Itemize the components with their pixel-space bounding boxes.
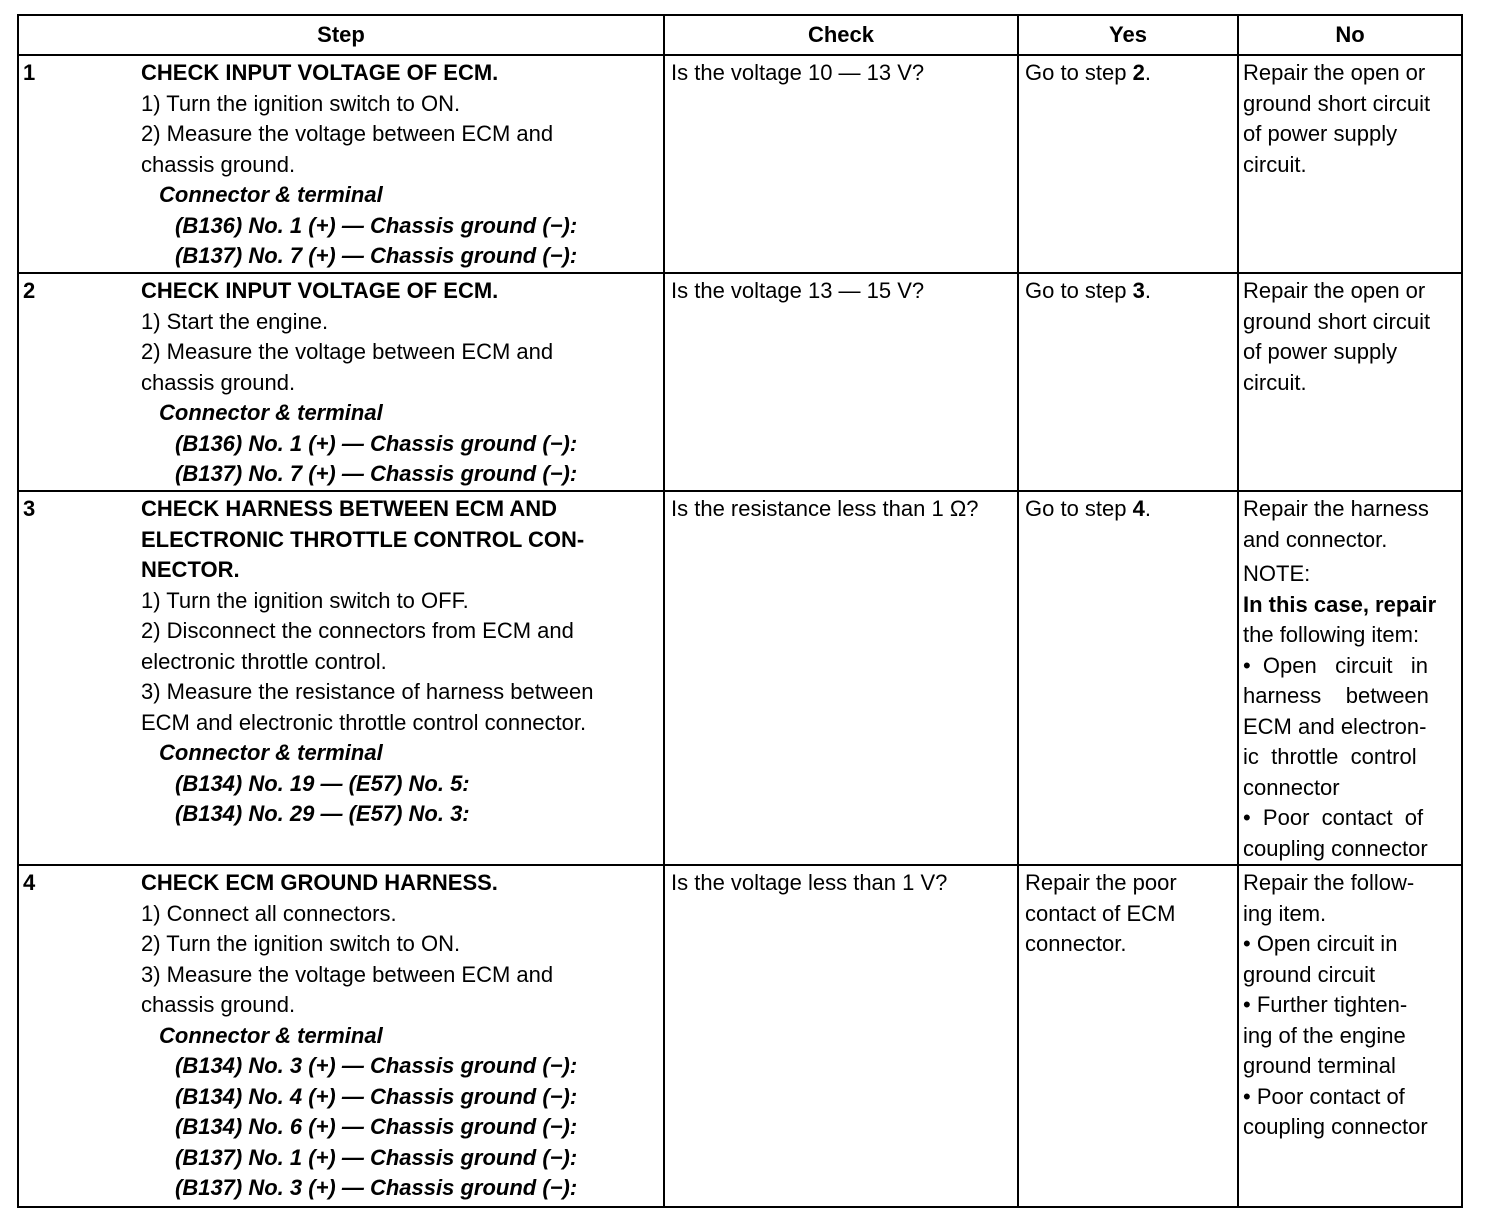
step-cell (18, 865, 664, 1207)
yes-step-number: 2 (1132, 60, 1145, 85)
yes-text (1019, 492, 1237, 525)
note-item-line: ECM and electron- (1243, 713, 1427, 739)
connector-terminal-line: (B134) No. 4 (+) — Chassis ground (−): (175, 1083, 578, 1109)
header-check: Check (664, 15, 1018, 55)
header-step: Step (18, 15, 664, 55)
instruction-line: 1) Start the engine. (141, 308, 329, 334)
note-bold-line: In this case, repair (1243, 591, 1437, 617)
check-text: Is the voltage less than 1 V? (671, 870, 948, 895)
instruction-line: 2) Disconnect the connectors from ECM and (141, 618, 574, 643)
header-row (18, 15, 1462, 55)
no-text-line: ing of the engine (1243, 1022, 1406, 1048)
step-number: 2 (23, 278, 36, 303)
no-cell (1238, 865, 1462, 1207)
no-cell (1238, 273, 1462, 491)
no-cell (1238, 55, 1462, 273)
connector-terminal-line: (B134) No. 19 — (E57) No. 5: (175, 770, 470, 796)
step-number: 3 (23, 496, 36, 521)
step-title: CHECK HARNESS BETWEEN ECM AND (141, 496, 557, 521)
note-item-line: coupling connector (1243, 835, 1428, 861)
instruction-line: 1) Turn the ignition switch to OFF. (141, 587, 469, 613)
yes-text (1019, 56, 1237, 89)
check-text: Is the resistance less than 1 Ω? (671, 496, 979, 521)
no-text-line: • Open circuit in (1243, 931, 1398, 956)
connector-terminal-heading: Connector & terminal (159, 740, 383, 765)
yes-cell (1018, 273, 1238, 491)
step-title: NECTOR. (141, 557, 240, 582)
no-text-line: ground circuit (1243, 961, 1376, 987)
step-number: 4 (23, 870, 36, 895)
table-row (18, 55, 1462, 273)
no-text-line: coupling connector (1243, 1114, 1428, 1139)
connector-terminal-heading: Connector & terminal (159, 1022, 383, 1048)
connector-terminal-heading: Connector & terminal (159, 182, 383, 207)
yes-suffix: . (1144, 278, 1151, 303)
note-item-line: harness between (1243, 683, 1429, 708)
table-row (18, 491, 1462, 865)
yes-cell (1018, 491, 1238, 865)
step-cell (18, 491, 664, 865)
no-text-line: Repair the harness (1243, 496, 1429, 521)
no-cell (1238, 491, 1462, 865)
table-row (18, 273, 1462, 491)
check-cell (664, 491, 1018, 865)
step-cell (18, 273, 664, 491)
check-cell (664, 55, 1018, 273)
yes-text-line: connector. (1025, 931, 1127, 956)
instruction-line: chassis ground. (141, 992, 296, 1017)
step-title: CHECK ECM GROUND HARNESS. (141, 870, 498, 895)
instruction-line: 3) Measure the voltage between ECM and (141, 961, 554, 987)
check-cell (664, 865, 1018, 1207)
no-text-line: ground short circuit (1243, 90, 1431, 116)
no-text-line: ing item. (1243, 900, 1327, 926)
yes-text-line: contact of ECM (1025, 900, 1176, 926)
check-text: Is the voltage 13 — 15 V? (671, 278, 925, 303)
no-text-line: Repair the open or (1243, 278, 1426, 303)
no-text-line: ground terminal (1243, 1053, 1396, 1078)
instruction-line: 3) Measure the resistance of harness between (141, 679, 594, 704)
yes-prefix: Go to step (1025, 496, 1133, 521)
header-no: No (1238, 15, 1462, 55)
diagnostic-table (17, 14, 1463, 1208)
connector-terminal-line: (B137) No. 7 (+) — Chassis ground (−): (175, 461, 578, 486)
step-cell (18, 55, 664, 273)
no-text-line: circuit. (1243, 151, 1307, 177)
check-text: Is the voltage 10 — 13 V? (671, 60, 925, 85)
yes-prefix: Go to step (1025, 278, 1133, 303)
instruction-line: chassis ground. (141, 369, 296, 395)
note-heading: NOTE: (1243, 561, 1311, 586)
instruction-line: 1) Connect all connectors. (141, 900, 397, 926)
yes-suffix: . (1144, 60, 1151, 85)
no-text-line: of power supply (1243, 339, 1398, 364)
instruction-line: chassis ground. (141, 151, 296, 177)
step-number: 1 (23, 60, 36, 85)
yes-text-line: Repair the poor (1025, 870, 1177, 895)
no-text-line: ground short circuit (1243, 308, 1431, 334)
check-cell (664, 273, 1018, 491)
step-title: ELECTRONIC THROTTLE CONTROL CON- (141, 526, 585, 552)
no-text-line: Repair the open or (1243, 60, 1426, 85)
yes-step-number: 4 (1132, 496, 1145, 521)
yes-cell (1018, 55, 1238, 273)
no-text-line: and connector. (1243, 526, 1388, 552)
instruction-line: ECM and electronic throttle control connector. (141, 709, 587, 735)
connector-terminal-line: (B134) No. 29 — (E57) No. 3: (175, 801, 470, 826)
connector-terminal-line: (B137) No. 1 (+) — Chassis ground (−): (175, 1144, 578, 1170)
instruction-line: 2) Measure the voltage between ECM and (141, 121, 554, 146)
yes-prefix: Go to step (1025, 60, 1133, 85)
note-item-line: ic throttle control (1243, 744, 1417, 769)
note-item-line: • Open circuit in (1243, 652, 1428, 678)
no-text-line: of power supply (1243, 121, 1398, 146)
no-text-line: circuit. (1243, 369, 1307, 395)
note-item-line: • Poor contact of (1243, 805, 1424, 830)
connector-terminal-line: (B134) No. 6 (+) — Chassis ground (−): (175, 1114, 578, 1139)
header-yes: Yes (1018, 15, 1238, 55)
yes-suffix: . (1144, 496, 1151, 521)
table-row (18, 865, 1462, 1207)
step-title: CHECK INPUT VOLTAGE OF ECM. (141, 60, 499, 85)
yes-cell (1018, 865, 1238, 1207)
yes-step-number: 3 (1132, 278, 1145, 303)
yes-text (1019, 274, 1237, 307)
connector-terminal-line: (B137) No. 3 (+) — Chassis ground (−): (175, 1175, 578, 1200)
step-title: CHECK INPUT VOLTAGE OF ECM. (141, 278, 499, 303)
connector-terminal-line: (B136) No. 1 (+) — Chassis ground (−): (175, 430, 578, 456)
instruction-line: 1) Turn the ignition switch to ON. (141, 90, 461, 116)
note-line: the following item: (1243, 622, 1420, 647)
instruction-line: 2) Turn the ignition switch to ON. (141, 931, 461, 956)
connector-terminal-heading: Connector & terminal (159, 400, 383, 425)
no-text-line: • Further tighten- (1243, 992, 1408, 1017)
note-item-line: connector (1243, 774, 1340, 800)
instruction-line: electronic throttle control. (141, 648, 387, 674)
connector-terminal-line: (B134) No. 3 (+) — Chassis ground (−): (175, 1053, 578, 1078)
no-text-line: • Poor contact of (1243, 1083, 1405, 1109)
instruction-line: 2) Measure the voltage between ECM and (141, 339, 554, 364)
connector-terminal-line: (B136) No. 1 (+) — Chassis ground (−): (175, 212, 578, 238)
no-text-line: Repair the follow- (1243, 870, 1415, 895)
connector-terminal-line: (B137) No. 7 (+) — Chassis ground (−): (175, 243, 578, 268)
